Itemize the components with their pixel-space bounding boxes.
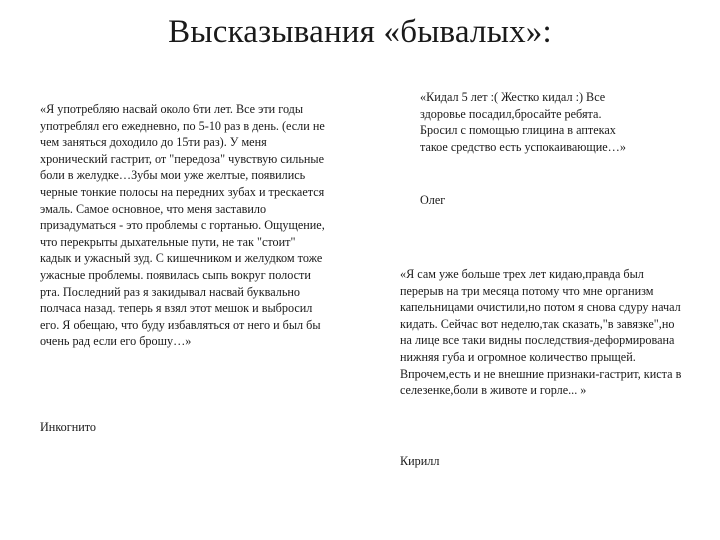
quote-oleg: «Кидал 5 лет :( Жестко кидал :) Все здоровье посадил,бросайте ребята. Бросил с помощью глицина в аптеках такое средство есть успокаивающие…» (420, 90, 626, 154)
quote-incognito: «Я употребляю насвай около 6ти лет. Все эти годы употреблял его ежедневно, по 5-10 раз в день. (если не чем заняться доходило до 15ти раз). У меня хронический гастрит, от "передоза" чувствую сильные боли в желудке…Зубы мои уже желтые, появились черные тонкие полосы на передних зубах и трескается эмаль. Самое основное, что меня заставило призадуматься - это проблемы с гортанью. Ощущение, что перекрыты дыхательные пути, не так "стоит" кадык и ужасный зуд. С кишечником и желудком тоже ужасные проблемы. появилась сыпь вокруг полости рта. Последний раз я закидывал насвай буквально полчаса назад. теперь я взял этот мешок и выбросил его. Я обещаю, что буду избавляться от него и был бы очень рад если его брошу…» (40, 102, 325, 349)
author-oleg: Олег (420, 193, 446, 207)
author-incognito: Инкогнито (40, 420, 97, 434)
author-kirill: Кирилл (400, 454, 440, 468)
slide-title: Высказывания «бывалых»: (168, 14, 552, 50)
quote-kirill: «Я сам уже больше трех лет кидаю,правда был перерыв на три месяца потому что мне организм капельницами очистили,но потом я снова сдуру начал кидать. Сейчас вот неделю,так сказать,"в завязке",но на лице все таки видны последствия-деформирована нижняя губа и огромное количество прыщей. Впрочем,есть и не внешние признаки-гастрит, киста в селезенке,боли в животе и горле... » (400, 267, 682, 398)
